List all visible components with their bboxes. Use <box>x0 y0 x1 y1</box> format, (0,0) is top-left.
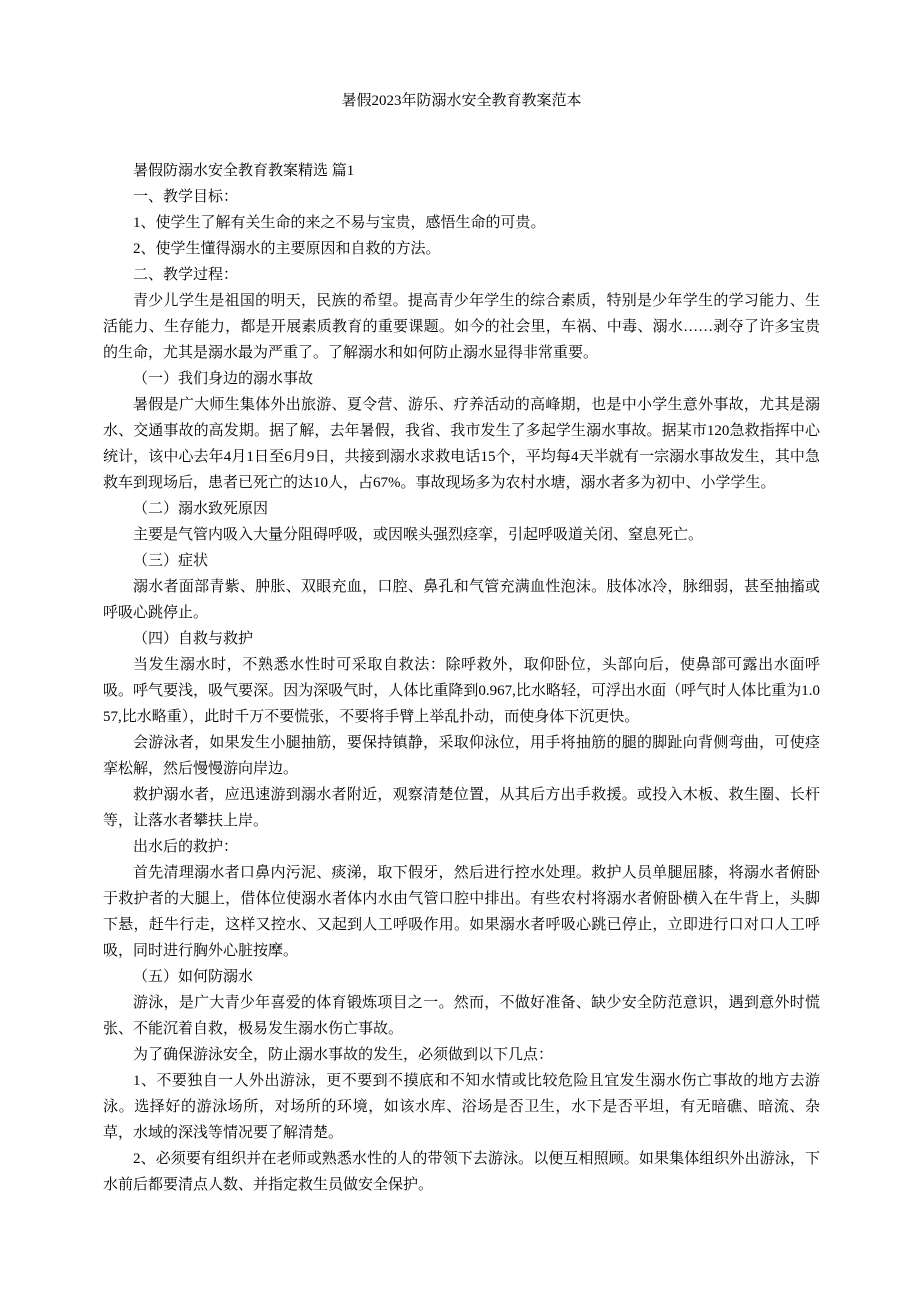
paragraph: 出水后的救护： <box>133 839 239 855</box>
document-title: 暑假2023年防溺水安全教育教案范本 <box>341 93 582 109</box>
paragraph: 二、教学过程： <box>133 267 239 283</box>
paragraph: （一）我们身边的溺水事故 <box>133 371 314 387</box>
paragraph: 暑假防溺水安全教育教案精选 篇1 <box>133 163 355 179</box>
paragraph: 1、使学生了解有关生命的来之不易与宝贵，感悟生命的可贵。 <box>133 215 546 231</box>
paragraph: 2、必须要有组织并在老师或熟悉水性的人的带领下去游泳。以便互相照顾。如果集体组织外出游泳，下水前后都要清点人数、并指定救生员做安全保护。 <box>103 1151 820 1193</box>
paragraph: （二）溺水致死原因 <box>133 501 269 517</box>
paragraph: 游泳，是广大青少年喜爱的体育锻炼项目之一。然而，不做好准备、缺少安全防范意识，遇到意外时慌张、不能沉着自救，极易发生溺水伤亡事故。 <box>103 995 820 1037</box>
paragraph: （三）症状 <box>133 553 209 569</box>
paragraph: （五）如何防溺水 <box>133 969 254 985</box>
paragraph: 首先清理溺水者口鼻内污泥、痰涕，取下假牙，然后进行控水处理。救护人员单腿屈膝，将溺水者俯卧于救护者的大腿上，借体位使溺水者体内水由气管口腔中排出。有些农村将溺水者俯卧横入在牛背上，头脚下悬，赶牛行走，这样又控水、又起到人工呼吸作用。如果溺水者呼吸心跳已停止，立即进行口对口人工呼吸，同时进行胸外心脏按摩。 <box>103 865 820 959</box>
paragraph: 溺水者面部青紫、肿胀、双眼充血，口腔、鼻孔和气管充满血性泡沫。肢体冰冷，脉细弱，甚至抽搐或呼吸心跳停止。 <box>103 579 820 621</box>
paragraph: 1、不要独自一人外出游泳，更不要到不摸底和不知水情或比较危险且宜发生溺水伤亡事故的地方去游泳。选择好的游泳场所，对场所的环境，如该水库、浴场是否卫生，水下是否平坦，有无暗礁、暗流、杂草，水域的深浅等情况要了解清楚。 <box>103 1073 820 1141</box>
paragraph: （四）自救与救护 <box>133 631 254 647</box>
paragraph: 2、使学生懂得溺水的主要原因和自救的方法。 <box>133 241 441 257</box>
paragraph: 当发生溺水时，不熟悉水性时可采取自救法：除呼救外，取仰卧位，头部向后，使鼻部可露出水面呼吸。呼气要浅，吸气要深。因为深吸气时，人体比重降到0.967,比水略轻，可浮出水面（呼气时人体比重为1.057,比水略重），此时千万不要慌张，不要将手臂上举乱扑动，而使身体下沉更快。 <box>103 657 820 725</box>
paragraph: 青少儿学生是祖国的明天，民族的希望。提高青少年学生的综合素质，特别是少年学生的学习能力、生活能力、生存能力，都是开展素质教育的重要课题。如今的社会里，车祸、中毒、溺水……剥夺了许多宝贵的生命，尤其是溺水最为严重了。了解溺水和如何防止溺水显得非常重要。 <box>103 293 820 361</box>
paragraph: 救护溺水者，应迅速游到溺水者附近，观察清楚位置，从其后方出手救援。或投入木板、救生圈、长杆等，让落水者攀扶上岸。 <box>103 787 820 829</box>
document-body <box>103 158 820 1198</box>
paragraph: 一、教学目标： <box>133 189 239 205</box>
paragraph: 暑假是广大师生集体外出旅游、夏令营、游乐、疗养活动的高峰期，也是中小学生意外事故，尤其是溺水、交通事故的高发期。据了解，去年暑假，我省、我市发生了多起学生溺水事故。据某市120急救指挥中心统计，该中心去年4月1日至6月9日，共接到溺水求救电话15个，平均每4天半就有一宗溺水事故发生，其中急救车到现场后，患者已死亡的达10人，占67%。事故现场多为农村水塘，溺水者多为初中、小学学生。 <box>103 397 820 491</box>
paragraph: 主要是气管内吸入大量分阻碍呼吸，或因喉头强烈痉挛，引起呼吸道关闭、窒息死亡。 <box>133 527 704 543</box>
paragraph: 为了确保游泳安全，防止溺水事故的发生，必须做到以下几点： <box>133 1047 554 1063</box>
paragraph: 会游泳者，如果发生小腿抽筋，要保持镇静，采取仰泳位，用手将抽筋的腿的脚趾向背侧弯曲，可使痉挛松解，然后慢慢游向岸边。 <box>103 735 820 777</box>
